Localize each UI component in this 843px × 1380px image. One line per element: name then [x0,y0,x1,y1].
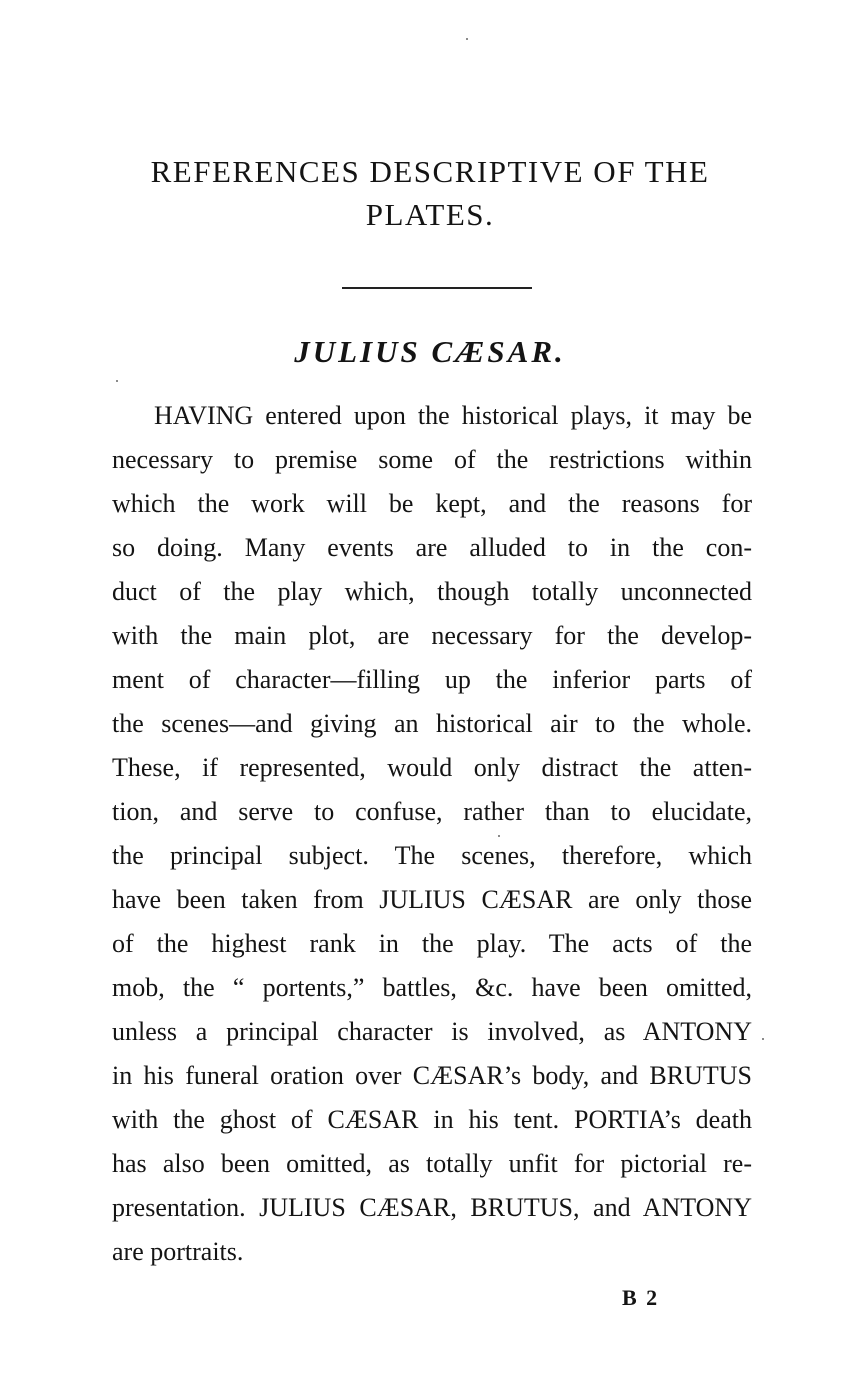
body-line: These, if represented, would only distract the atten- [112,753,752,782]
page-heading-line-1: REFERENCES DESCRIPTIVE OF THE [150,154,710,189]
body-line: have been taken from JULIUS CÆSAR are only those [112,885,752,914]
paper-speck [116,380,118,382]
body-paragraph [112,394,752,1274]
body-line: HAVING entered upon the historical plays, it may be [154,401,752,430]
body-line: necessary to premise some of the restrictions within [112,445,752,474]
paper-speck [762,1038,764,1040]
body-line: duct of the play which, though totally unconnected [112,577,752,606]
body-line: in his funeral oration over CÆSAR’s body, and BRUTUS [112,1061,752,1090]
body-line: are portraits. [112,1237,244,1266]
body-line: of the highest rank in the play. The acts of the [112,929,752,958]
signature-mark: B 2 [622,1285,660,1310]
section-title: JULIUS CÆSAR. [294,334,566,369]
page-heading-line-2: PLATES. [365,197,495,232]
body-line: ment of character—filling up the inferior parts of [112,665,752,694]
body-line: with the ghost of CÆSAR in his tent. PORTIA’s death [112,1105,752,1134]
paper-speck [466,38,468,40]
body-line: has also been omitted, as totally unfit for pictorial re- [112,1149,752,1178]
paper-speck [498,835,500,837]
body-line: which the work will be kept, and the reasons for [112,489,752,518]
body-line: tion, and serve to confuse, rather than to elucidate, [112,797,752,826]
body-line: with the main plot, are necessary for the develop- [112,621,752,650]
body-line: so doing. Many events are alluded to in the con- [112,533,752,562]
body-line: the scenes—and giving an historical air to the whole. [112,709,752,738]
body-line: the principal subject. The scenes, therefore, which [112,841,752,870]
body-line: unless a principal character is involved, as ANTONY [112,1017,752,1046]
body-line: presentation. JULIUS CÆSAR, BRUTUS, and ANTONY [112,1193,752,1222]
body-line: mob, the “ portents,” battles, &c. have been omitted, [112,973,752,1002]
heading-divider-rule [342,287,532,289]
